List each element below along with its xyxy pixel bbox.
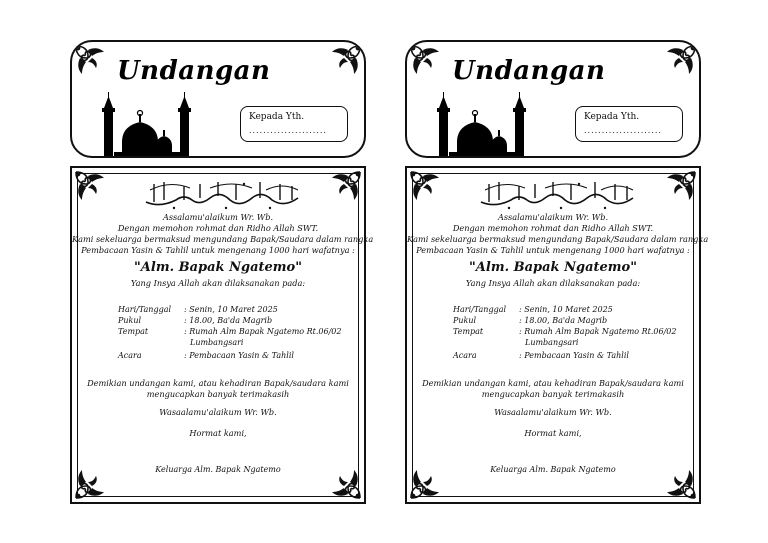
deceased-name: "Alm. Bapak Ngatemo"	[469, 260, 637, 275]
card-title: Undangan	[452, 56, 606, 86]
recipient-label: Kepada Yth.	[584, 112, 640, 122]
intro-line: Pembacaan Yasin & Tahlil untuk mengenang 1000 hari wafatnya :	[416, 245, 690, 255]
detail-value: Lumbangsari	[190, 338, 244, 347]
intro-line: Kami sekeluarga bermaksud mengundang Bapak/Saudara dalam rangka	[407, 234, 709, 244]
closing-line: mengucapkan banyak terimakasih	[481, 389, 625, 399]
detail-label: Acara	[118, 351, 142, 360]
corner-ornament-icon	[663, 44, 697, 78]
greeting: Assalamu'alaikum Wr. Wb.	[162, 212, 274, 222]
detail-value: : Rumah Alm Bapak Ngatemo Rt.06/02	[184, 327, 342, 336]
recipient-box	[575, 106, 683, 142]
closing-line: Demikian undangan kami, atau kehadiran Bapak/saudara kami	[422, 378, 684, 388]
intro-line: Dengan memohon rohmat dan Ridho Allah SWT.	[117, 223, 319, 233]
detail-label: Pukul	[453, 316, 477, 325]
detail-label: Hari/Tanggal	[453, 305, 507, 314]
bismillah-calligraphy-icon	[475, 178, 639, 212]
mosque-icon	[435, 92, 535, 158]
detail-value: : Senin, 10 Maret 2025	[519, 305, 613, 314]
regards: Hormat kami,	[189, 428, 247, 438]
signature: Keluarga Alm. Bapak Ngatemo	[155, 465, 281, 474]
card-header	[70, 40, 366, 158]
farewell: Wasaalamu'alaikum Wr. Wb.	[494, 407, 612, 417]
closing-line: Demikian undangan kami, atau kehadiran Bapak/saudara kami	[87, 378, 349, 388]
detail-label: Hari/Tanggal	[118, 305, 172, 314]
detail-value: : Pembacaan Yasin & Tahlil	[184, 351, 294, 360]
detail-value: Lumbangsari	[525, 338, 579, 347]
intro-line: Kami sekeluarga bermaksud mengundang Bapak/Saudara dalam rangka	[72, 234, 374, 244]
intro-line: Dengan memohon rohmat dan Ridho Allah SWT.	[452, 223, 654, 233]
mosque-icon	[100, 92, 200, 158]
corner-ornament-icon	[328, 170, 362, 204]
card-body	[70, 166, 374, 504]
detail-label: Acara	[453, 351, 477, 360]
recipient-dots: ......................	[584, 126, 662, 135]
detail-value: : 18.00, Ba'da Magrib	[184, 316, 273, 325]
corner-ornament-icon	[74, 170, 108, 204]
recipient-box	[240, 106, 348, 142]
card-body	[405, 166, 709, 504]
detail-value: : Rumah Alm Bapak Ngatemo Rt.06/02	[519, 327, 677, 336]
card-title: Undangan	[117, 56, 271, 86]
bismillah-calligraphy-icon	[140, 178, 304, 212]
regards: Hormat kami,	[524, 428, 582, 438]
schedule-intro: Yang Insya Allah akan dilaksanakan pada:	[130, 278, 306, 288]
corner-ornament-icon	[328, 44, 362, 78]
detail-label: Tempat	[453, 327, 484, 336]
card-header	[405, 40, 701, 158]
signature: Keluarga Alm. Bapak Ngatemo	[490, 465, 616, 474]
recipient-label: Kepada Yth.	[249, 112, 305, 122]
detail-value: : Senin, 10 Maret 2025	[184, 305, 278, 314]
farewell: Wasaalamu'alaikum Wr. Wb.	[159, 407, 277, 417]
schedule-intro: Yang Insya Allah akan dilaksanakan pada:	[465, 278, 641, 288]
detail-value: : Pembacaan Yasin & Tahlil	[519, 351, 629, 360]
intro-line: Pembacaan Yasin & Tahlil untuk mengenang 1000 hari wafatnya :	[81, 245, 355, 255]
detail-label: Pukul	[118, 316, 142, 325]
corner-ornament-icon	[409, 44, 443, 78]
corner-ornament-icon	[74, 44, 108, 78]
corner-ornament-icon	[409, 170, 443, 204]
recipient-dots: ......................	[249, 126, 327, 135]
detail-value: : 18.00, Ba'da Magrib	[519, 316, 608, 325]
detail-label: Tempat	[118, 327, 149, 336]
greeting: Assalamu'alaikum Wr. Wb.	[497, 212, 609, 222]
closing-line: mengucapkan banyak terimakasih	[146, 389, 290, 399]
corner-ornament-icon	[663, 170, 697, 204]
deceased-name: "Alm. Bapak Ngatemo"	[134, 260, 302, 275]
